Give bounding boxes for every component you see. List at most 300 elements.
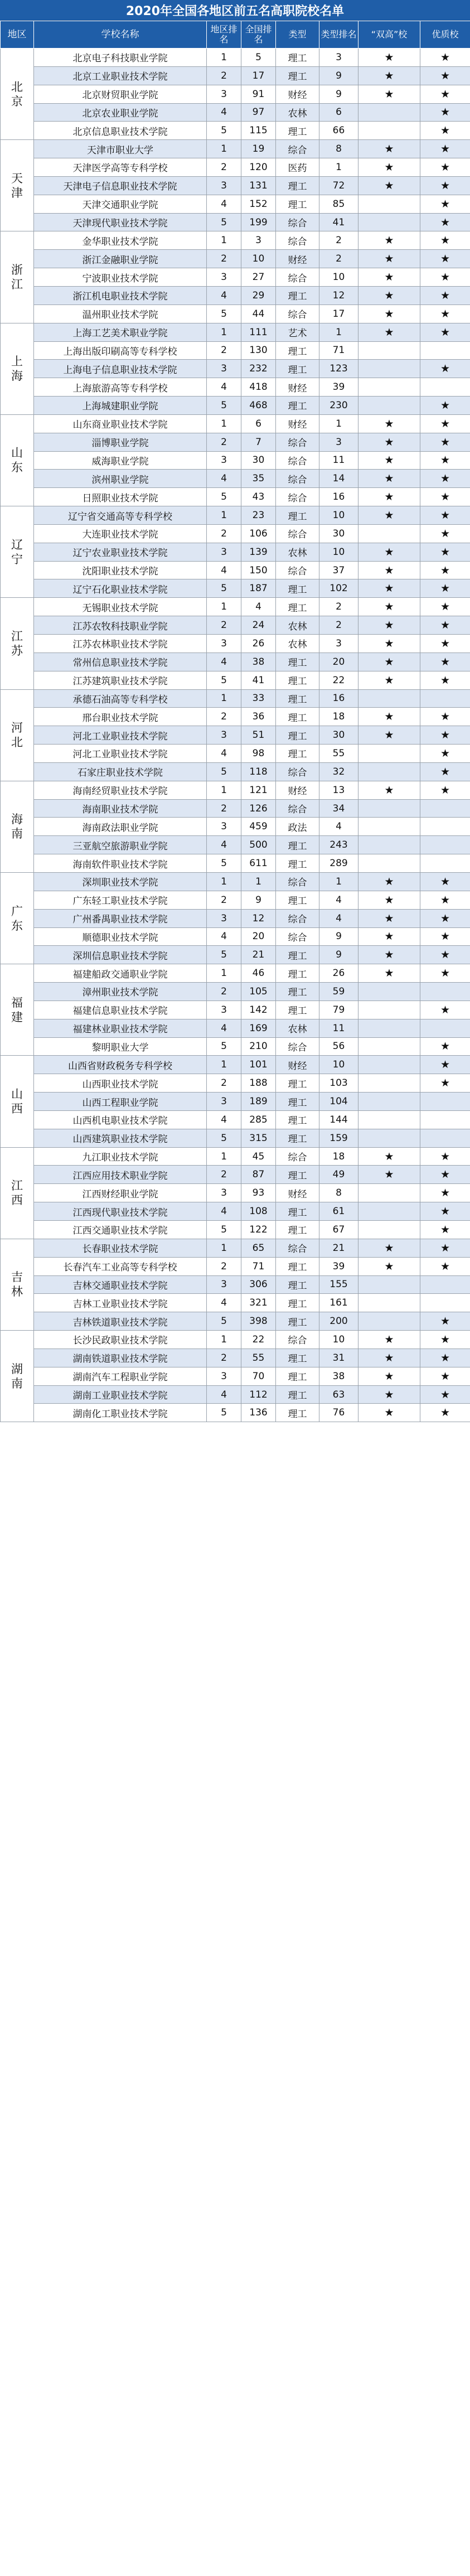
type-rank: 30 xyxy=(319,524,358,543)
quality-star-icon xyxy=(420,983,470,1001)
school-name: 深圳信息职业技术学院 xyxy=(34,946,207,964)
school-name: 吉林铁道职业技术学院 xyxy=(34,1312,207,1331)
table-row xyxy=(1,305,470,323)
region-cell xyxy=(1,1331,34,1422)
table-row xyxy=(1,1275,470,1294)
region-name: 广东 xyxy=(11,904,23,932)
double-high-star-icon: ★ xyxy=(358,305,420,323)
quality-star-icon: ★ xyxy=(420,286,470,305)
quality-star-icon: ★ xyxy=(420,49,470,67)
region-rank: 1 xyxy=(207,872,241,891)
school-type: 综合 xyxy=(276,927,319,946)
national-rank: 20 xyxy=(241,927,276,946)
school-type: 理工 xyxy=(276,341,319,360)
school-name: 常州信息职业技术学院 xyxy=(34,653,207,671)
region-rank: 2 xyxy=(207,799,241,818)
school-name: 北京财贸职业学院 xyxy=(34,85,207,103)
national-rank: 139 xyxy=(241,543,276,561)
table-row xyxy=(1,983,470,1001)
double-high-star-icon: ★ xyxy=(358,1257,420,1275)
school-type: 理工 xyxy=(276,1257,319,1275)
quality-star-icon: ★ xyxy=(420,781,470,799)
national-rank: 5 xyxy=(241,49,276,67)
region-rank: 3 xyxy=(207,360,241,378)
type-rank: 49 xyxy=(319,1166,358,1184)
type-rank: 4 xyxy=(319,818,358,836)
header-type: 类型 xyxy=(276,21,319,49)
national-rank: 210 xyxy=(241,1037,276,1056)
school-name: 江苏建筑职业技术学院 xyxy=(34,671,207,689)
type-rank: 38 xyxy=(319,1367,358,1385)
type-rank: 63 xyxy=(319,1385,358,1404)
region-rank: 1 xyxy=(207,598,241,616)
school-name: 威海职业学院 xyxy=(34,451,207,470)
school-name: 山西机电职业技术学院 xyxy=(34,1110,207,1129)
national-rank: 41 xyxy=(241,671,276,689)
national-rank: 33 xyxy=(241,689,276,708)
national-rank: 91 xyxy=(241,85,276,103)
double-high-star-icon xyxy=(358,1110,420,1129)
school-name: 湖南铁道职业技术学院 xyxy=(34,1349,207,1367)
table-row xyxy=(1,543,470,561)
quality-star-icon xyxy=(420,799,470,818)
header-quality: 优质校 xyxy=(420,21,470,49)
table-row xyxy=(1,836,470,854)
table-row xyxy=(1,1312,470,1331)
quality-star-icon: ★ xyxy=(420,1349,470,1367)
double-high-star-icon: ★ xyxy=(358,1147,420,1166)
national-rank: 142 xyxy=(241,1001,276,1019)
double-high-star-icon: ★ xyxy=(358,323,420,341)
national-rank: 23 xyxy=(241,506,276,525)
region-name: 山西 xyxy=(11,1088,23,1116)
table-row xyxy=(1,378,470,397)
school-name: 吉林交通职业技术学院 xyxy=(34,1275,207,1294)
region-rank: 4 xyxy=(207,1385,241,1404)
region-rank: 4 xyxy=(207,195,241,213)
school-type: 理工 xyxy=(276,579,319,598)
quality-star-icon: ★ xyxy=(420,360,470,378)
region-cell xyxy=(1,140,34,231)
school-name: 江西财经职业学院 xyxy=(34,1184,207,1202)
school-type: 理工 xyxy=(276,360,319,378)
school-type: 理工 xyxy=(276,122,319,140)
school-name: 江苏农林职业技术学院 xyxy=(34,635,207,653)
national-rank: 459 xyxy=(241,818,276,836)
table-row xyxy=(1,616,470,635)
region-rank: 4 xyxy=(207,470,241,488)
school-type: 财经 xyxy=(276,250,319,268)
region-rank: 2 xyxy=(207,891,241,909)
type-rank: 230 xyxy=(319,397,358,415)
type-rank: 6 xyxy=(319,103,358,122)
school-name: 石家庄职业技术学院 xyxy=(34,762,207,781)
school-name: 上海电子信息职业技术学院 xyxy=(34,360,207,378)
quality-star-icon: ★ xyxy=(420,1312,470,1331)
double-high-star-icon: ★ xyxy=(358,1166,420,1184)
double-high-star-icon xyxy=(358,689,420,708)
table-row xyxy=(1,1349,470,1367)
national-rank: 169 xyxy=(241,1019,276,1037)
double-high-star-icon xyxy=(358,1056,420,1074)
table-row xyxy=(1,671,470,689)
double-high-star-icon xyxy=(358,397,420,415)
region-rank: 2 xyxy=(207,341,241,360)
double-high-star-icon: ★ xyxy=(358,66,420,85)
school-type: 综合 xyxy=(276,1037,319,1056)
quality-star-icon: ★ xyxy=(420,323,470,341)
school-name: 上海工艺美术职业学院 xyxy=(34,323,207,341)
national-rank: 152 xyxy=(241,195,276,213)
national-rank: 97 xyxy=(241,103,276,122)
type-rank: 104 xyxy=(319,1093,358,1111)
double-high-star-icon: ★ xyxy=(358,1367,420,1385)
type-rank: 4 xyxy=(319,891,358,909)
type-rank: 2 xyxy=(319,616,358,635)
school-name: 广东轻工职业技术学院 xyxy=(34,891,207,909)
school-type: 理工 xyxy=(276,836,319,854)
school-type: 综合 xyxy=(276,470,319,488)
region-rank: 5 xyxy=(207,397,241,415)
type-rank: 1 xyxy=(319,323,358,341)
national-rank: 21 xyxy=(241,946,276,964)
quality-star-icon: ★ xyxy=(420,1074,470,1093)
double-high-star-icon: ★ xyxy=(358,726,420,745)
national-rank: 38 xyxy=(241,653,276,671)
type-rank: 11 xyxy=(319,1019,358,1037)
quality-star-icon: ★ xyxy=(420,708,470,726)
school-type: 理工 xyxy=(276,946,319,964)
type-rank: 161 xyxy=(319,1294,358,1312)
national-rank: 36 xyxy=(241,708,276,726)
school-type: 理工 xyxy=(276,726,319,745)
region-cell xyxy=(1,689,34,781)
double-high-star-icon: ★ xyxy=(358,708,420,726)
school-type: 农林 xyxy=(276,635,319,653)
table-row xyxy=(1,451,470,470)
type-rank: 10 xyxy=(319,543,358,561)
table-row xyxy=(1,231,470,250)
type-rank: 200 xyxy=(319,1312,358,1331)
double-high-star-icon: ★ xyxy=(358,451,420,470)
double-high-star-icon: ★ xyxy=(358,1331,420,1349)
quality-star-icon: ★ xyxy=(420,524,470,543)
school-type: 理工 xyxy=(276,1294,319,1312)
double-high-star-icon: ★ xyxy=(358,653,420,671)
double-high-star-icon: ★ xyxy=(358,49,420,67)
quality-star-icon: ★ xyxy=(420,1166,470,1184)
region-rank: 3 xyxy=(207,726,241,745)
school-name: 大连职业技术学院 xyxy=(34,524,207,543)
table-row xyxy=(1,598,470,616)
type-rank: 67 xyxy=(319,1221,358,1239)
school-name: 长沙民政职业技术学院 xyxy=(34,1331,207,1349)
table-row xyxy=(1,726,470,745)
school-type: 财经 xyxy=(276,378,319,397)
national-rank: 500 xyxy=(241,836,276,854)
region-rank: 2 xyxy=(207,66,241,85)
table-row xyxy=(1,909,470,927)
school-type: 理工 xyxy=(276,397,319,415)
national-rank: 4 xyxy=(241,598,276,616)
double-high-star-icon xyxy=(358,103,420,122)
region-rank: 1 xyxy=(207,964,241,983)
type-rank: 76 xyxy=(319,1404,358,1422)
quality-star-icon: ★ xyxy=(420,1001,470,1019)
school-type: 综合 xyxy=(276,1147,319,1166)
region-cell xyxy=(1,781,34,872)
type-rank: 8 xyxy=(319,140,358,158)
region-rank: 1 xyxy=(207,689,241,708)
table-row xyxy=(1,122,470,140)
type-rank: 289 xyxy=(319,854,358,873)
school-type: 理工 xyxy=(276,653,319,671)
quality-star-icon: ★ xyxy=(420,414,470,433)
school-type: 理工 xyxy=(276,1074,319,1093)
double-high-star-icon xyxy=(358,341,420,360)
double-high-star-icon: ★ xyxy=(358,1349,420,1367)
national-rank: 115 xyxy=(241,122,276,140)
quality-star-icon: ★ xyxy=(420,66,470,85)
quality-star-icon xyxy=(420,1110,470,1129)
school-name: 福建林业职业技术学院 xyxy=(34,1019,207,1037)
table-row xyxy=(1,854,470,873)
table-row xyxy=(1,176,470,195)
table-row xyxy=(1,140,470,158)
double-high-star-icon: ★ xyxy=(358,635,420,653)
table-row xyxy=(1,946,470,964)
double-high-star-icon xyxy=(358,799,420,818)
type-rank: 8 xyxy=(319,1184,358,1202)
region-rank: 2 xyxy=(207,524,241,543)
table-row xyxy=(1,561,470,579)
table-row xyxy=(1,872,470,891)
type-rank: 32 xyxy=(319,762,358,781)
school-name: 山西建筑职业技术学院 xyxy=(34,1129,207,1147)
table-row xyxy=(1,103,470,122)
school-name: 天津交通职业学院 xyxy=(34,195,207,213)
national-rank: 106 xyxy=(241,524,276,543)
region-rank: 4 xyxy=(207,286,241,305)
double-high-star-icon: ★ xyxy=(358,1239,420,1257)
header-school: 学校名称 xyxy=(34,21,207,49)
quality-star-icon xyxy=(420,378,470,397)
region-rank: 4 xyxy=(207,1019,241,1037)
school-type: 理工 xyxy=(276,708,319,726)
school-type: 综合 xyxy=(276,140,319,158)
national-rank: 93 xyxy=(241,1184,276,1202)
school-name: 山东商业职业技术学院 xyxy=(34,414,207,433)
region-rank: 5 xyxy=(207,762,241,781)
national-rank: 45 xyxy=(241,1147,276,1166)
region-cell xyxy=(1,49,34,140)
type-rank: 10 xyxy=(319,1056,358,1074)
double-high-star-icon xyxy=(358,524,420,543)
region-rank: 3 xyxy=(207,1275,241,1294)
region-rank: 5 xyxy=(207,1129,241,1147)
double-high-star-icon xyxy=(358,1019,420,1037)
type-rank: 18 xyxy=(319,708,358,726)
school-name: 温州职业技术学院 xyxy=(34,305,207,323)
national-rank: 321 xyxy=(241,1294,276,1312)
region-rank: 1 xyxy=(207,1239,241,1257)
national-rank: 29 xyxy=(241,286,276,305)
region-cell xyxy=(1,506,34,598)
school-type: 理工 xyxy=(276,286,319,305)
national-rank: 9 xyxy=(241,891,276,909)
school-name: 无锡职业技术学院 xyxy=(34,598,207,616)
school-name: 海南政法职业学院 xyxy=(34,818,207,836)
quality-star-icon: ★ xyxy=(420,1184,470,1202)
type-rank: 2 xyxy=(319,231,358,250)
quality-star-icon: ★ xyxy=(420,946,470,964)
national-rank: 1 xyxy=(241,872,276,891)
national-rank: 315 xyxy=(241,1129,276,1147)
type-rank: 16 xyxy=(319,689,358,708)
quality-star-icon: ★ xyxy=(420,762,470,781)
quality-star-icon: ★ xyxy=(420,1404,470,1422)
table-row xyxy=(1,762,470,781)
region-rank: 1 xyxy=(207,140,241,158)
quality-star-icon: ★ xyxy=(420,213,470,231)
national-rank: 22 xyxy=(241,1331,276,1349)
double-high-star-icon: ★ xyxy=(358,158,420,177)
table-row xyxy=(1,1110,470,1129)
school-type: 综合 xyxy=(276,488,319,506)
region-rank: 2 xyxy=(207,1349,241,1367)
type-rank: 26 xyxy=(319,964,358,983)
national-rank: 306 xyxy=(241,1275,276,1294)
region-rank: 2 xyxy=(207,158,241,177)
type-rank: 3 xyxy=(319,635,358,653)
school-type: 综合 xyxy=(276,1331,319,1349)
header-row xyxy=(1,21,470,49)
region-rank: 1 xyxy=(207,506,241,525)
table-body xyxy=(1,49,470,1422)
type-rank: 71 xyxy=(319,341,358,360)
school-name: 江苏农牧科技职业学院 xyxy=(34,616,207,635)
region-rank: 3 xyxy=(207,909,241,927)
quality-star-icon: ★ xyxy=(420,909,470,927)
table-row xyxy=(1,341,470,360)
school-name: 承德石油高等专科学校 xyxy=(34,689,207,708)
header-national-rank: 全国排名 xyxy=(241,21,276,49)
region-rank: 3 xyxy=(207,635,241,653)
school-type: 理工 xyxy=(276,1129,319,1147)
quality-star-icon: ★ xyxy=(420,488,470,506)
quality-star-icon xyxy=(420,854,470,873)
school-name: 海南软件职业技术学院 xyxy=(34,854,207,873)
school-type: 综合 xyxy=(276,231,319,250)
table-row xyxy=(1,1202,470,1221)
school-name: 长春职业技术学院 xyxy=(34,1239,207,1257)
region-rank: 4 xyxy=(207,745,241,763)
school-name: 辽宁农业职业技术学院 xyxy=(34,543,207,561)
type-rank: 59 xyxy=(319,983,358,1001)
double-high-star-icon: ★ xyxy=(358,872,420,891)
school-type: 理工 xyxy=(276,506,319,525)
table-row xyxy=(1,1093,470,1111)
national-rank: 6 xyxy=(241,414,276,433)
table-row xyxy=(1,506,470,525)
national-rank: 468 xyxy=(241,397,276,415)
school-name: 江西交通职业技术学院 xyxy=(34,1221,207,1239)
school-type: 理工 xyxy=(276,1349,319,1367)
school-name: 广州番禺职业技术学院 xyxy=(34,909,207,927)
quality-star-icon xyxy=(420,1129,470,1147)
double-high-star-icon: ★ xyxy=(358,543,420,561)
double-high-star-icon xyxy=(358,1202,420,1221)
double-high-star-icon xyxy=(358,983,420,1001)
national-rank: 111 xyxy=(241,323,276,341)
school-name: 江西应用技术职业学院 xyxy=(34,1166,207,1184)
region-rank: 5 xyxy=(207,1404,241,1422)
region-rank: 5 xyxy=(207,1037,241,1056)
double-high-star-icon xyxy=(358,836,420,854)
school-name: 沈阳职业技术学院 xyxy=(34,561,207,579)
school-type: 综合 xyxy=(276,305,319,323)
double-high-star-icon: ★ xyxy=(358,909,420,927)
double-high-star-icon xyxy=(358,762,420,781)
region-rank: 2 xyxy=(207,616,241,635)
school-name: 北京工业职业技术学院 xyxy=(34,66,207,85)
region-rank: 5 xyxy=(207,1312,241,1331)
double-high-star-icon xyxy=(358,1093,420,1111)
header-rank: 地区排名 xyxy=(207,21,241,49)
table-row xyxy=(1,1037,470,1056)
school-type: 理工 xyxy=(276,854,319,873)
type-rank: 34 xyxy=(319,799,358,818)
double-high-star-icon xyxy=(358,1221,420,1239)
type-rank: 30 xyxy=(319,726,358,745)
quality-star-icon: ★ xyxy=(420,195,470,213)
national-rank: 188 xyxy=(241,1074,276,1093)
school-name: 山西省财政税务专科学校 xyxy=(34,1056,207,1074)
table-row xyxy=(1,1074,470,1093)
double-high-star-icon: ★ xyxy=(358,616,420,635)
school-type: 财经 xyxy=(276,781,319,799)
quality-star-icon xyxy=(420,1275,470,1294)
school-type: 艺术 xyxy=(276,323,319,341)
region-name: 湖南 xyxy=(11,1362,23,1390)
school-type: 理工 xyxy=(276,745,319,763)
region-cell xyxy=(1,323,34,414)
quality-star-icon xyxy=(420,1294,470,1312)
region-rank: 4 xyxy=(207,1110,241,1129)
national-rank: 19 xyxy=(241,140,276,158)
school-name: 山西职业技术学院 xyxy=(34,1074,207,1093)
region-rank: 3 xyxy=(207,818,241,836)
quality-star-icon xyxy=(420,818,470,836)
table-row xyxy=(1,1184,470,1202)
school-type: 综合 xyxy=(276,909,319,927)
school-name: 邢台职业技术学院 xyxy=(34,708,207,726)
school-name: 山西工程职业学院 xyxy=(34,1093,207,1111)
national-rank: 189 xyxy=(241,1093,276,1111)
quality-star-icon: ★ xyxy=(420,506,470,525)
type-rank: 9 xyxy=(319,66,358,85)
national-rank: 43 xyxy=(241,488,276,506)
national-rank: 120 xyxy=(241,158,276,177)
school-type: 财经 xyxy=(276,1184,319,1202)
region-rank: 5 xyxy=(207,1221,241,1239)
school-type: 综合 xyxy=(276,872,319,891)
table-row xyxy=(1,1166,470,1184)
region-rank: 2 xyxy=(207,433,241,451)
school-name: 北京信息职业技术学院 xyxy=(34,122,207,140)
table-row xyxy=(1,635,470,653)
region-name: 吉林 xyxy=(11,1270,23,1299)
